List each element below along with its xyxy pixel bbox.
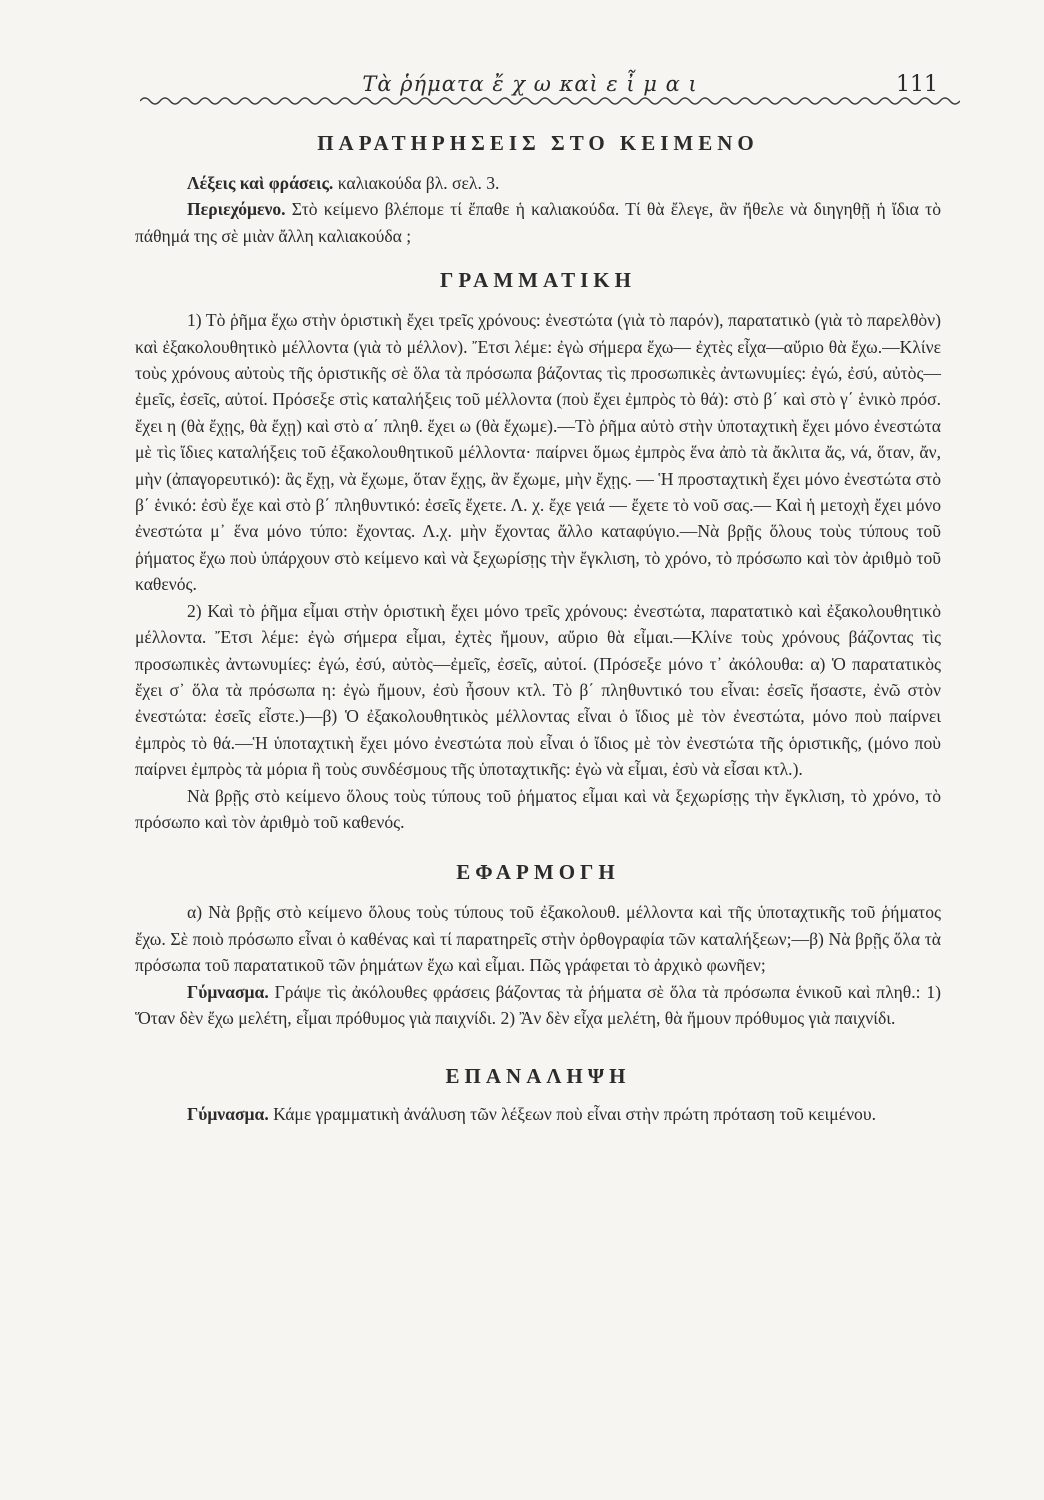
words-label: Λέξεις καὶ φράσεις.: [187, 173, 334, 193]
running-head: [120, 70, 940, 104]
page-content: [135, 128, 941, 1128]
grammar-paragraph-2: 2) Καὶ τὸ ῥῆμα εἶμαι στὴν ὁριστικὴ ἔχει μόνο τρεῖς χρόνους: ἐνεστώτα, παρατατικὸ καὶ ἐξακολουθητικὸ μέλλοντα. Ἔτσι λέμε: ἐγὼ σήμερα εἶμαι, ἐχτὲς ἤμουν, αὔριο θὰ εἶμαι.—Κλίνε τοὺς χρόνους βάζοντας τὶς προσωπικὲς ἀντωνυμίες: ἐγώ, ἐσύ, αὐτὸς—ἐμεῖς, ἐσεῖς, αὐτοί. (Πρόσεξε μόνο τ᾽ ἀκόλουθα: α) Ὁ παρατατικὸς ἔχει σ᾽ ὅλα τὰ πρόσωπα η: ἐγὼ ἤμουν, ἐσὺ ἦσουν κτλ. Τὸ β΄ πληθυντικό του εἶναι: ἐσεῖς ἤσαστε, ἐνῶ στὸν ἐνεστώτα: ἐσεῖς εἶστε.)—β) Ὁ ἐξακολουθητικὸς μέλλοντας εἶναι ὁ ἴδιος μὲ τὸν ἐνεστώτα, μόνο ποὺ παίρνει ἐμπρὸς τὸ θά.—Ἡ ὑποταχτικὴ ἔχει μόνο ἐνεστώτα ποὺ εἶναι ὁ ἴδιος μὲ τὸν ἐνεστώτα τῆς ὁριστικῆς, (μόνο ποὺ παίρνει ἐμπρὸς τὰ μόρια ἢ τοὺς συνδέσμους τῆς ὑποταχτικῆς: ἐγὼ νὰ εἶμαι, ἐσὺ νὰ εἶσαι κτλ.).: [135, 600, 941, 780]
application-paragraph: α) Νὰ βρῇς στὸ κείμενο ὅλους τοὺς τύπους τοῦ ἐξακολουθ. μέλλοντα καὶ τῆς ὑποταχτικῆς τοῦ ῥήματος ἔχω. Σὲ ποιὸ πρόσωπο εἶναι ὁ καθένας καὶ τί παρατηρεῖς στὴν ὀρθογραφία τῶν καταλήξεων;—β) Νὰ βρῇς ὅλα τὰ πρόσωπα τοῦ παρατατικοῦ τῶν ῥημάτων ἔχω καὶ εἶμαι. Πῶς γράφεται τὸ ἀρχικὸ φωνῆεν;: [135, 902, 941, 976]
heading-application: ΕΦΑΡΜΟΓΗ: [456, 860, 620, 885]
words-text: καλιακούδα βλ. σελ. 3.: [337, 173, 500, 193]
wavy-rule: [140, 94, 960, 108]
content-label: Περιεχόμενο.: [187, 199, 286, 220]
running-head-title: Τὰ ῥήματα ἔ χ ω καὶ ε ἶ μ α ι: [362, 72, 698, 96]
words-paragraph: [135, 170, 941, 196]
grammar-paragraph-3: Νὰ βρῇς στὸ κείμενο ὅλους τοὺς τύπους τοῦ ῥήματος εἶμαι καὶ νὰ ξεχωρίσῃς τὴν ἔγκλιση, τὸ χρόνο, τὸ πρόσωπο καὶ τὸν ἀριθμὸ τοῦ καθενός.: [135, 785, 941, 832]
content-text: Στὸ κείμενο βλέπομε τί ἔπαθε ἡ καλιακούδα. Τί θὰ ἔλεγε, ἂν ἤθελε νὰ διηγηθῇ ἡ ἴδια τὸ πάθημά της σὲ μιὰν ἄλλη καλιακούδα ;: [135, 199, 941, 246]
review-exercise: [135, 1101, 941, 1127]
page-number: 111: [896, 72, 938, 97]
content-paragraph: [135, 196, 941, 249]
review-exercise-label: Γύμνασμα.: [187, 1104, 269, 1125]
review-exercise-text: Κάμε γραμματικὴ ἀνάλυση τῶν λέξεων ποὺ εἶναι στὴν πρώτη πρόταση τοῦ κειμένου.: [273, 1104, 876, 1125]
application-exercise-label: Γύμνασμα.: [187, 981, 269, 1002]
heading-grammar: ΓΡΑΜΜΑΤΙΚΗ: [440, 268, 636, 293]
application-exercise-text: Γράψε τὶς ἀκόλουθες φράσεις βάζοντας τὰ ῥήματα σὲ ὅλα τὰ πρόσωπα ἑνικοῦ καὶ πληθ.: 1) Ὅταν δὲν ἔχω μελέτη, εἶμαι πρόθυμος γιὰ παιχνίδι. 2) Ἂν δὲν εἶχα μελέτη, θὰ ἤμουν πρόθυμος γιὰ παιχνίδι.: [135, 981, 942, 1028]
grammar-paragraph-1: 1) Τὸ ῥῆμα ἔχω στὴν ὁριστικὴ ἔχει τρεῖς χρόνους: ἐνεστώτα (γιὰ τὸ παρόν), παρατατικὸ (γιὰ τὸ παρελθὸν) καὶ ἐξακολουθητικὸ μέλλοντα (γιὰ τὸ μέλλον). Ἔτσι λέμε: ἐγὼ σήμερα ἔχω— ἐχτὲς εἶχα—αὔριο θὰ ἔχω.—Κλίνε τοὺς χρόνους αὐτοὺς τῆς ὁριστικῆς σὲ ὅλα τὰ πρόσωπα βάζοντας τὶς προσωπικὲς ἀντωνυμίες: ἐγώ, ἐσύ, αὐτὸς—ἐμεῖς, ἐσεῖς, αὐτοί. Πρόσεξε στὶς καταλήξεις τοῦ μέλλοντα (ποὺ ἔχει ἐμπρὸς τὸ θά): στὸ β΄ καὶ στὸ γ΄ ἑνικὸ πρόσ. ἔχει η (θὰ ἔχῃς, θὰ ἔχῃ) καὶ στὸ α΄ πληθ. ἔχει ω (θὰ ἔχωμε).—Τὸ ῥῆμα αὐτὸ στὴν ὑποταχτικὴ ἔχει μόνο ἐνεστώτα μὲ τὶς ἴδιες καταλήξεις τοῦ ἐξακολουθητικοῦ μέλλοντα· παίρνει ὅμως ἐμπρὸς ἕνα ἀπὸ τὰ ἄκλιτα ἄς, νά, ὅταν, ἄν, μὴν (ἀπαγορευτικό): ἂς ἔχῃ, νὰ ἔχωμε, ὅταν ἔχῃς, ἂν ἔχωμε, μὴν ἔχῃς. — Ἡ προσταχτικὴ ἔχει μόνο ἐνεστώτα στὸ β΄ ἑνικό: ἐσὺ ἔχε καὶ στὸ β΄ πληθυντικό: ἐσεῖς ἔχετε. Λ. χ. ἔχε γειά — ἔχετε τὸ νοῦ σας.— Καὶ ἡ μετοχὴ ἔχει μόνο ἐνεστώτα μ᾽ ἕνα μόνο τύπο: ἔχοντας. Λ.χ. μὴν ἔχοντας ἄλλο καταφύγιο.—Νὰ βρῇς ὅλους τοὺς τύπους τοῦ ῥήματος ἔχω ποὺ ὑπάρχουν στὸ κείμενο καὶ νὰ ξεχωρίσῃς τὴν ἔγκλιση, τὸ χρόνο, τὸ πρόσωπο καὶ τὸν ἀριθμὸ τοῦ καθενός.: [135, 310, 941, 595]
application-exercise: [135, 979, 941, 1032]
heading-observations: ΠΑΡΑΤΗΡΗΣΕΙΣ ΣΤΟ ΚΕΙΜΕΝΟ: [317, 131, 759, 155]
heading-review: ΕΠΑΝΑΛΗΨΗ: [445, 1064, 631, 1089]
